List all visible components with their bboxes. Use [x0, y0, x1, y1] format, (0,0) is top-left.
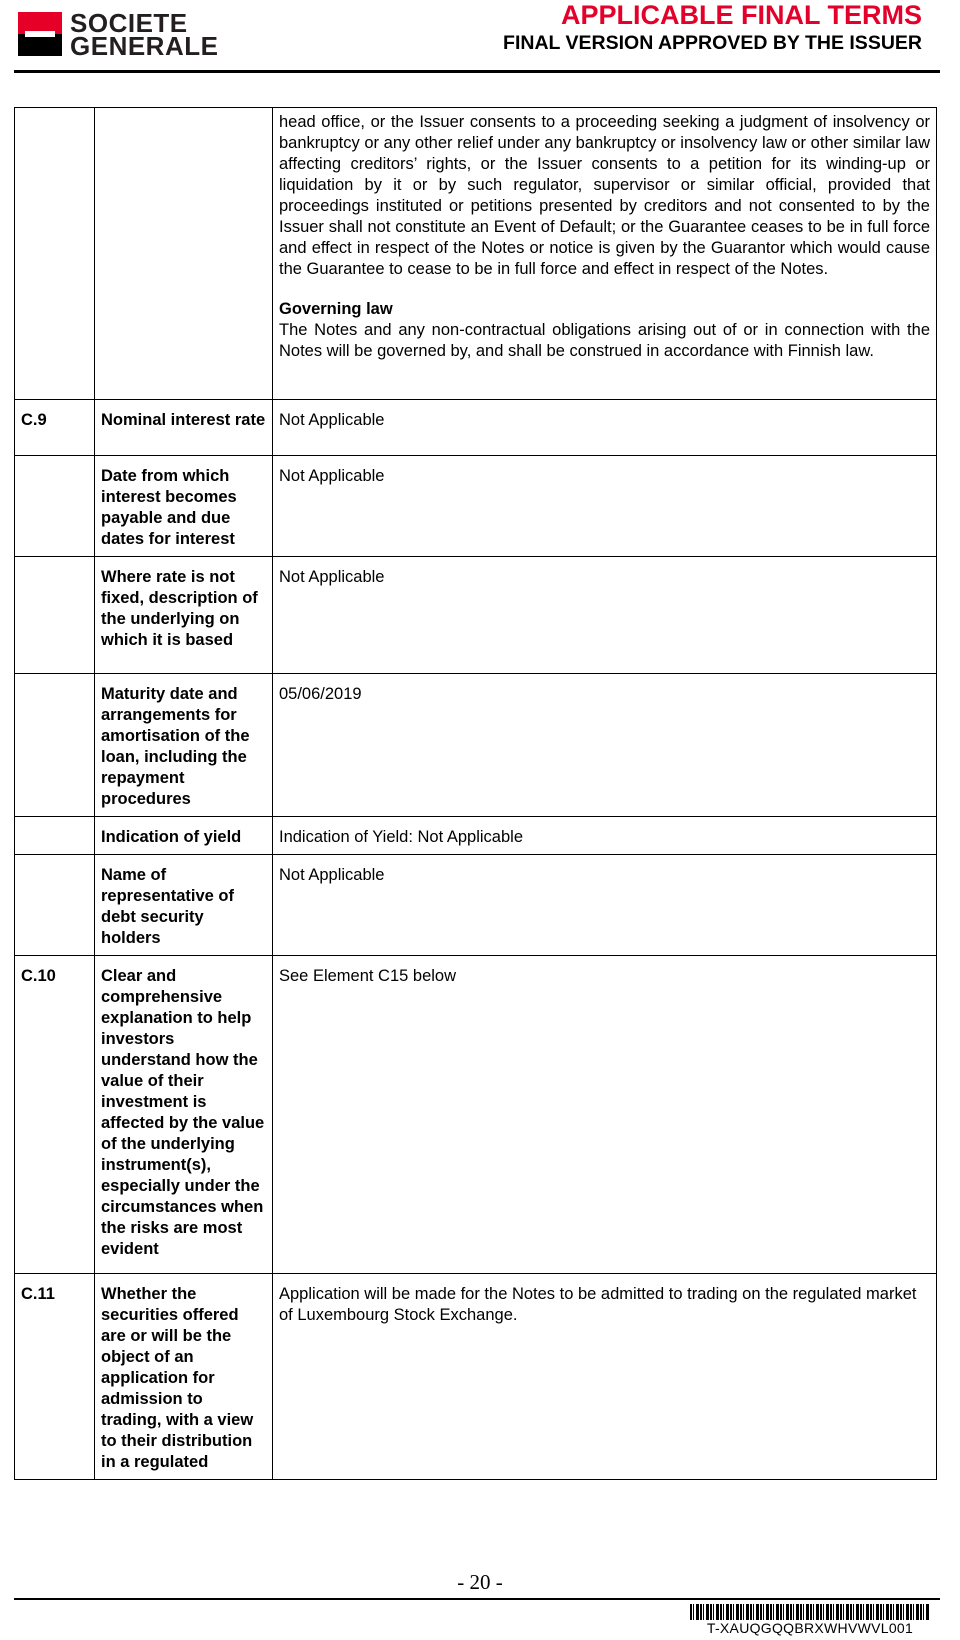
element-cell	[15, 817, 95, 855]
label-cell: Where rate is not fixed, description of the underlying on which it is based	[95, 557, 273, 674]
societe-generale-logo	[18, 8, 243, 61]
logo-line-2: GENERALE	[70, 31, 219, 61]
value-cell: 05/06/2019	[273, 674, 937, 817]
table-row	[15, 557, 937, 674]
table-row	[15, 400, 937, 456]
label-cell: Date from which interest becomes payable and due dates for interest	[95, 456, 273, 557]
footer-divider	[14, 1598, 940, 1600]
value-cell: See Element C15 below	[273, 956, 937, 1274]
logo-mark-icon	[18, 12, 62, 56]
governing-law-heading: Governing law	[279, 300, 393, 318]
element-cell: C.11	[15, 1274, 95, 1480]
logo-line-1: SOCIETE	[70, 8, 188, 38]
header-divider	[14, 70, 940, 73]
document-title: APPLICABLE FINAL TERMS	[560, 0, 922, 30]
element-cell	[15, 674, 95, 817]
logo-wordmark	[70, 8, 219, 61]
value-paragraph: head office, or the Issuer consents to a proceeding seeking a judgment of insolvency or bankruptcy or any other relief under any bankruptcy or insolvency law or other similar law affecting creditors’ rights, or the Issuer consents to a petition for its winding-up or liquidation by it or by such regulator, supervisor or similar official, provided that proceedings instituted or petitions presented by creditors and not consented to by the Issuer shall not constitute an Event of Default; or the Guarantee ceases to be in full force and effect in respect of the Notes or notice is given by the Guarantor which would cause the Guarantee to cease to be in full force and effect in respect of the Notes.	[279, 113, 930, 278]
value-paragraph: The Notes and any non-contractual obligations arising out of or in connection with the Notes will be governed by, and shall be construed in accordance with Finnish law.	[279, 321, 930, 360]
value-cell	[273, 108, 937, 400]
table-row	[15, 855, 937, 956]
value-cell: Not Applicable	[273, 456, 937, 557]
label-cell: Maturity date and arrangements for amortisation of the loan, including the repayment procedures	[95, 674, 273, 817]
page-header	[0, 0, 960, 76]
value-cell: Indication of Yield: Not Applicable	[273, 817, 937, 855]
table-row	[15, 108, 937, 400]
label-cell: Clear and comprehensive explanation to help investors understand how the value of their investment is affected by the value of the underlying instrument(s), especially under the circumstances when the risks are most evident	[95, 956, 273, 1274]
page-number: - 20 -	[457, 1570, 503, 1594]
label-cell: Indication of yield	[95, 817, 273, 855]
table-row	[15, 456, 937, 557]
label-cell	[95, 108, 273, 400]
barcode-icon	[690, 1604, 930, 1620]
value-cell: Application will be made for the Notes to be admitted to trading on the regulated market of Luxembourg Stock Exchange.	[273, 1274, 937, 1480]
table-row	[15, 1274, 937, 1480]
value-cell: Not Applicable	[273, 557, 937, 674]
label-cell: Nominal interest rate	[95, 400, 273, 456]
element-cell	[15, 557, 95, 674]
element-cell	[15, 108, 95, 400]
value-cell: Not Applicable	[273, 400, 937, 456]
element-cell	[15, 456, 95, 557]
element-cell	[15, 855, 95, 956]
table-row	[15, 956, 937, 1274]
table-row	[15, 674, 937, 817]
label-cell: Whether the securities offered are or will be the object of an application for admission to trading, with a view to their distribution in a regulated	[95, 1274, 273, 1480]
element-cell: C.9	[15, 400, 95, 456]
document-subtitle: FINAL VERSION APPROVED BY THE ISSUER	[503, 32, 922, 54]
element-cell: C.10	[15, 956, 95, 1274]
label-cell: Name of representative of debt security holders	[95, 855, 273, 956]
summary-table	[14, 107, 937, 1480]
barcode-text: T-XAUQGQQBRXWHVWVL001	[706, 1620, 914, 1636]
table-row	[15, 817, 937, 855]
value-cell: Not Applicable	[273, 855, 937, 956]
